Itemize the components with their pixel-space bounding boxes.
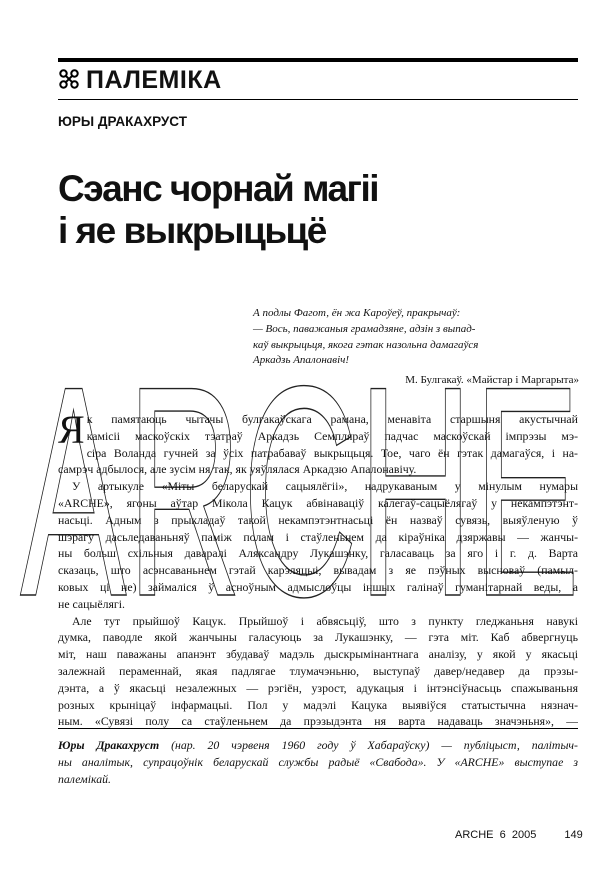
epigraph-line: — Вось, паважаныя грамадзяне, адзін з выпад- [253,322,476,335]
title-line: і яе выкрыцьцё [58,210,326,251]
body-line: камісіі маскоўскіх тэатраў Аркадзь Семпляраў падчас маскоўскай імпрэзы мэ- [86,428,578,443]
body-line: ны больш схільныя даваралі Аляксандру Лукашэнку, галасаваць за яго і г. д. Варта [58,546,578,561]
journal-issue: ARCHE 6 2005 [455,829,537,841]
body-line: шэрагу дасьледаваньняў паміж полам і стаўленьнем да кіраўніка дзяржавы — жанчы- [58,529,578,544]
body-line: У артыкуле «Міты беларускай сацыялёгіі», надрукаваным у мінулым нумары [72,479,578,494]
epigraph-source: М. Булгакаў. «Майстар і Маргарыта» [405,374,579,387]
bio-divider [58,728,578,729]
bio-name: Юры Дракахруст [58,738,160,752]
bio-text: (нар. 20 чэрвеня 1960 году ў Хабараўску) — публіцыст, палітыч- [159,738,578,752]
body-line: «ARCHE», ягоны аўтар Мікола Кацук абвінаваціў калегаў-сацыёлягаў у некампэтэнт- [58,495,578,510]
body-line: самрэч адбылося, але зусім ня так, як уяўлялася Аркадзю Апалонавічу. [58,462,417,477]
body-line: залежнай пераменнай, якая падлягае тлумачэньню, выступаў давер/недавер да прэзы- [58,663,578,678]
epigraph [253,306,579,389]
body-line: міт, наш паважаны апанэнт збудаваў мадэль дыскрымінантнага аналізу, у якой у якасьці [58,647,578,662]
body-line: к памятаюць чытачы булгакаўскага рамана, менавіта старшыня акустычнай [86,412,578,426]
body-line: насьці. Адным з прыкладаў такой некампэтэнтнасьці ён назваў сувязь, выяўленую ў [58,512,578,527]
bio-line [58,737,578,754]
title-line: Сэанс чорнай магіі [58,168,379,209]
top-rule [58,58,578,62]
body-line: Але тут прыйшоў Кацук. Прыйшоў і абвясьціў, што з пункту гледжаньня навукі [72,613,578,628]
author-name: ЮРЫ ДРАКАХРУСТ [58,114,187,129]
bio-line: ны аналітык, супрацоўнік беларускай службы радыё «Свабода». У «ARCHE» выступае з [58,754,578,769]
body-line: сіра Воланда гучней за ўсіх патрабаваў выкрыцьця. Тое, чаго ён гэтак дамагаўся, і на- [86,445,578,460]
article-title [58,168,378,252]
page-number: 149 [564,829,583,841]
bio-line: палемікай. [58,771,111,786]
page-footer [455,829,583,841]
header-divider [58,99,578,100]
body-line: думка, паводле якой жанчыны галасуюць за Лукашэнку, — гэта міт. Каб абвергнуць [58,630,578,645]
author-bio [58,737,578,787]
section-heading [58,66,222,95]
epigraph-line: каў выкрыцьця, якога гэтак назольна дамагаўся [253,338,479,351]
epigraph-line: А подлы Фагот, ён жа Кароўеў, пракрычаў: [253,307,461,319]
drop-cap: Я [58,407,85,452]
body-line: сказаць, што асэнсаваньнем гэтай карэляцыі, вывадам з яе пэўных высноваў (памыл- [58,563,578,578]
watermark-text: ARCHE [20,323,580,655]
body-line: ным. «Сувязі полу са стаўленьнем да прэзыдэнта ня варта надаваць значэньня», — [58,714,578,729]
body-line: ковых ці не) займаліся ў асноўным адмыслоўцы іншых галінаў гуманітарнай веды, а [58,579,578,594]
command-cross-icon [58,68,80,90]
article-body [58,407,578,730]
body-line: розных крыніцаў інфармацыі. Пол у мадэлі Кацука выявіўся статыстычна нязнач- [58,697,578,712]
body-line: дэнта, а ў якасьці незалежных — рэгіён, узрост, адукацыя і інтэнсіўнасьць спажываньня [58,680,578,695]
epigraph-line: Аркадзь Апалонавіч! [253,354,350,367]
section-title: ПАЛЕМІКА [86,66,222,94]
body-line: не сацыёлягі. [58,596,125,611]
